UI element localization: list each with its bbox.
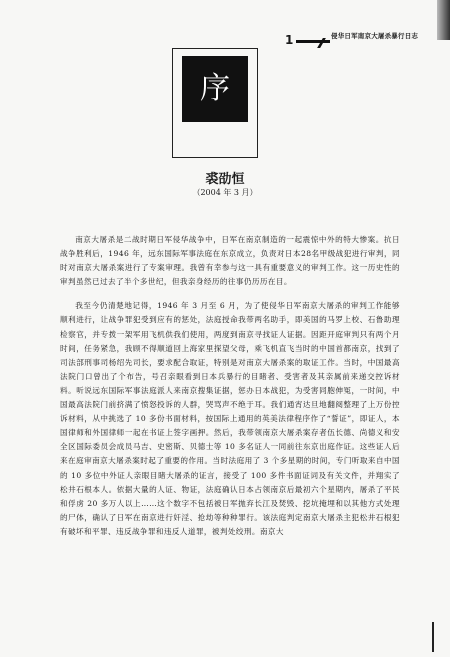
body-text: [60, 233, 400, 539]
paragraph: 南京大屠杀是二战时期日军侵华战争中，日军在南京制造的一起震惊中外的特大惨案。抗日战争胜利后，1946 年，远东国际军事法庭在东京成立，负责对日本28名甲级战犯进行审判，同时对南京大屠杀案进行了专案审理。我曾有幸参与这一具有重要意义的审判工作。这一历史性的审判虽然已过去了半个多世纪，但我亲身经历的往事仍历历在目。: [60, 235, 400, 287]
chapter-title: 序: [200, 71, 230, 106]
scan-mark: [432, 622, 446, 652]
page-number: 1: [285, 33, 294, 47]
scan-edge-mark: [437, 0, 450, 40]
paragraph: 我至今仍清楚地记得，1946 年 3 月至 6 月，为了使侵华日军南京大屠杀的审判工作能够顺利进行，让战争罪犯受到应有的惩处，法庭授命我带两名助手，即美国的马罗上校、石鲁助理检察官，并专拨一架军用飞机供我们使用，两度到南京寻找证人证据。因距开庭审判只有两个月时间，任务紧急，我顾不得顺道回上海家里探望父母，乘飞机直飞当时的中国首都南京，找到了司法部刑事司杨绍先司长，要求配合取证，特别是对南京大屠杀案的取证工作。当时，中国最高法院门口曾出了个布告，号召亲眼看到日本兵暴行的目睹者、受害者及其亲属前来递交控诉材料。听说远东国际军事法庭派人来南京搜集证据，惩办日本战犯，为受害同胞伸冤，一时间，中国最高法院门前挤满了愤怒投诉的人群，哭骂声不绝于耳。我们通宵达旦地翻阅整理了上万份控诉材料，从中挑选了 10 多份书面材料，按国际上通用的英美法律程序作了“誓证”，即证人，本国律师和外国律师一起在书证上签字画押。然后，我带领南京大屠杀案存者伍长德、尚德义和安全区国际委员会成员马吉、史密斯、贝德士等 10 多名证人一同前往东京出庭作证。这些证人后来在庭审南京大屠杀案时起了重要的作用。当时法庭用了 3 个多星期的时间，专门听取来自中国的 10 多位中外证人亲眼目睹大屠杀的证言，接受了 100 多件书面证词及有关文件，并翔实了松井石根本人。依据大量的人证、物证，法庭确认日本占领南京后最初六个星期内，屠杀了平民和俘虏 20 多万人以上……这个数字不包括被日军抛弃长江及焚毁、挖坑掩埋和以其他方式处理的尸体，确认了日军在南京进行奸淫、抢劫等种种罪行。该法庭判定南京大屠杀主犯松井石根犯有破坏和平罪、违反战争罪和违反人道罪，被判处绞刑。南京大: [60, 301, 400, 536]
author-date: （2004 年 3 月）: [192, 188, 258, 197]
running-head: 侵华日军南京大屠杀暴行日志: [331, 32, 419, 40]
author-name: 裘劭恒: [205, 172, 245, 187]
chapter-title-box: [182, 56, 248, 122]
